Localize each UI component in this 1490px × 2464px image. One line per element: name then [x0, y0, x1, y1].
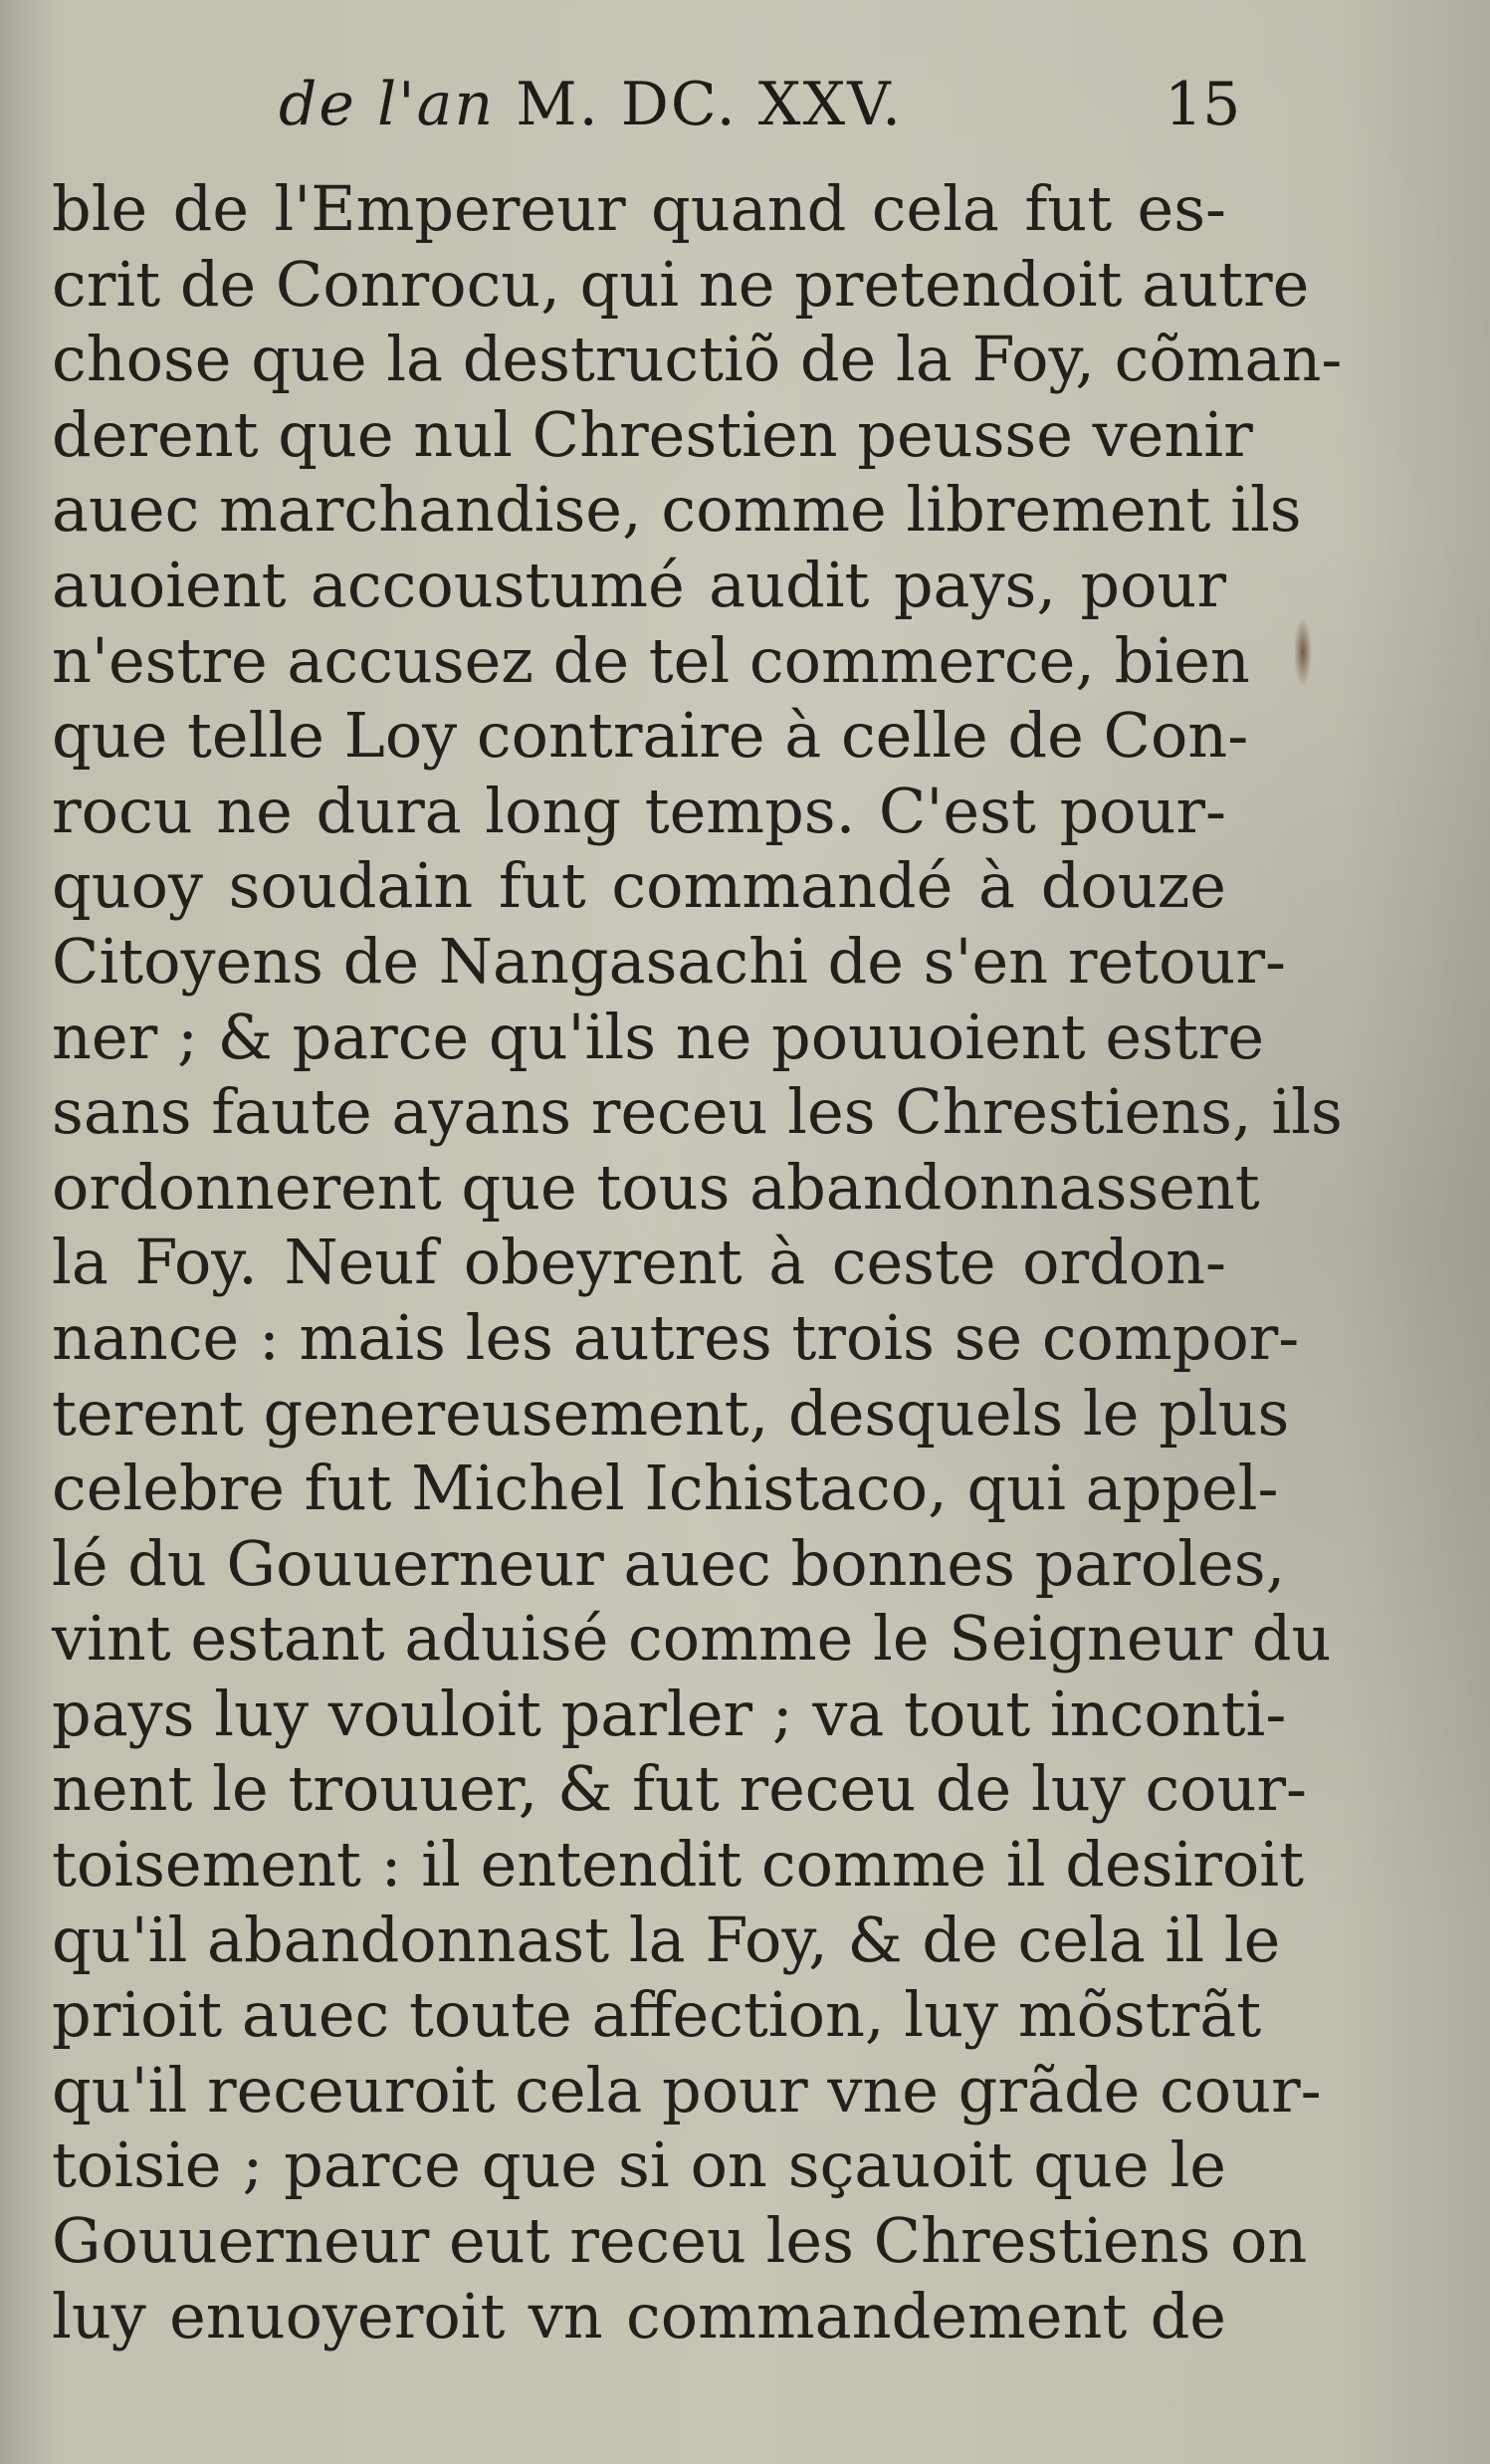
body-text — [52, 171, 1343, 2353]
text-line: prioit auec toute affection, luy mõstrãt — [52, 1978, 1262, 2052]
running-title — [279, 70, 903, 139]
text-line: ordonnerent que tous abandonnassent — [52, 1150, 1260, 1224]
text-line: Gouuerneur eut receu les Chrestiens on — [52, 2204, 1308, 2278]
text-line: qu'il abandonnast la Foy, & de cela il le — [52, 1903, 1281, 1976]
text-line: toisie ; parce que si on sçauoit que le — [52, 2128, 1226, 2202]
text-line: crit de Conrocu, qui ne pretendoit autre — [52, 247, 1310, 321]
text-line: n'estre accusez de tel commerce, bien — [52, 623, 1250, 697]
text-line: chose que la destructiõ de la Foy, cõman- — [52, 323, 1343, 396]
paper-blemish — [1294, 617, 1312, 687]
text-line: vint estant aduisé comme le Seigneur du — [52, 1602, 1332, 1676]
text-line: ner ; & parce qu'ils ne pouuoient estre — [52, 1000, 1265, 1073]
text-line: lé du Gouuerneur auec bonnes paroles, — [52, 1526, 1286, 1600]
text-line: auoient accoustumé audit pays, pour — [52, 548, 1226, 621]
text-line: terent genereusement, desquels le plus — [52, 1376, 1290, 1450]
text-line: qu'il receuroit cela pour vne grãde cour- — [52, 2053, 1322, 2127]
text-line: toisement : il entendit comme il desiroit — [52, 1828, 1305, 1902]
text-line: auec marchandise, comme librement ils — [52, 473, 1302, 547]
text-line: ble de l'Empereur quand cela fut es- — [52, 172, 1226, 245]
text-line: rocu ne dura long temps. C'est pour- — [52, 774, 1226, 847]
text-line: nent le trouuer, & fut receu de luy cour- — [52, 1752, 1308, 1826]
text-line: nance : mais les autres trois se compor- — [52, 1300, 1300, 1374]
text-line: Citoyens de Nangasachi de s'en retour- — [52, 924, 1286, 998]
running-title-italic: de l'an — [279, 70, 517, 139]
page-number: 15 — [1165, 70, 1241, 139]
text-line: que telle Loy contraire à celle de Con- — [52, 699, 1249, 773]
text-line: celebre fut Michel Ichistaco, qui appel- — [52, 1452, 1279, 1525]
text-line: derent que nul Chrestien peusse venir — [52, 397, 1253, 471]
page-header — [0, 70, 1490, 169]
text-line: quoy soudain fut commandé à douze — [52, 849, 1226, 923]
running-title-roman: M. DC. XXV. — [516, 70, 904, 139]
text-line: luy enuoyeroit vn commandement de — [52, 2279, 1226, 2352]
text-line: la Foy. Neuf obeyrent à ceste ordon- — [52, 1226, 1226, 1299]
text-line: pays luy vouloit parler ; va tout inconti- — [52, 1677, 1287, 1750]
text-line: sans faute ayans receu les Chrestiens, ils — [52, 1075, 1343, 1149]
